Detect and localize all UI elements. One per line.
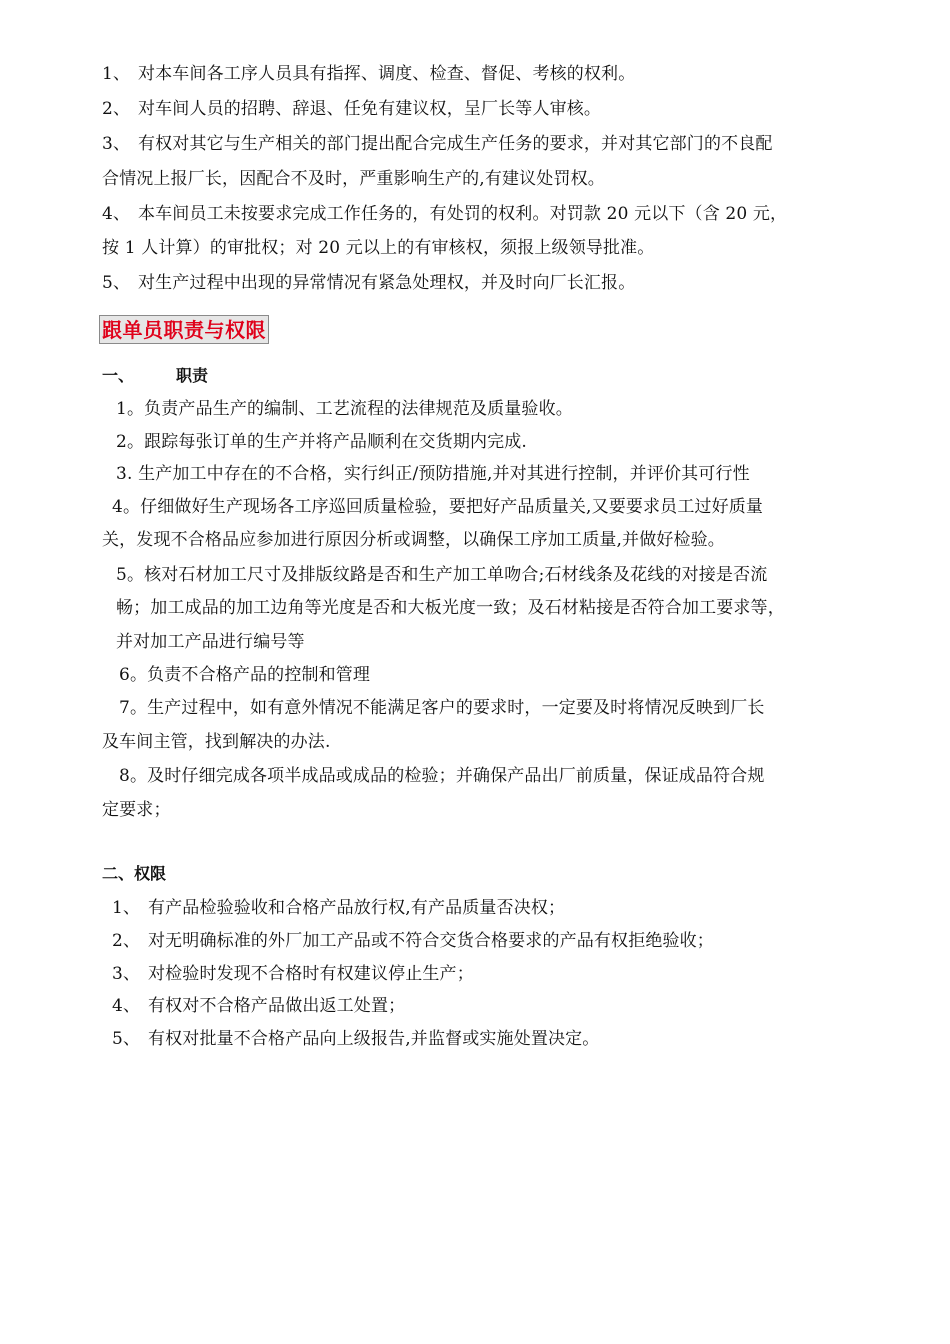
item-number: 2、: [112, 931, 141, 951]
item-text: 有权对其它与生产相关的部门提出配合完成生产任务的要求，并对其它部门的不良配: [138, 134, 773, 154]
duty-item-5: [116, 565, 767, 585]
item-text: 6。负责不合格产品的控制和管理: [119, 665, 371, 685]
item-number: 1、: [102, 64, 131, 84]
item-text: 有权对批量不合格产品向上级报告,并监督或实施处置决定。: [148, 1029, 600, 1049]
authority-item-4: [112, 996, 405, 1016]
item-text: 4。仔细做好生产现场各工序巡回质量检验，要把好产品质量关,又要要求员工过好质量: [112, 497, 764, 517]
item-text: 对无明确标准的外厂加工产品或不符合交货合格要求的产品有权拒绝验收；: [148, 931, 714, 951]
item-text: 8。及时仔细完成各项半成品或成品的检验；并确保产品出厂前质量，保证成品符合规: [119, 766, 765, 786]
item-text: 对本车间各工序人员具有指挥、调度、检查、督促、考核的权利。: [138, 64, 636, 84]
duty-item-6: [119, 665, 370, 685]
section-title: 跟单员职责与权限: [99, 315, 269, 344]
item-text: 并对加工产品进行编号等: [116, 632, 305, 652]
authority-item-3: [112, 964, 474, 984]
item-text: 本车间员工未按要求完成工作任务的，有处罚的权利。对罚款 20 元以下（含 20 元，: [138, 204, 788, 224]
item-text: 定要求；: [102, 800, 171, 820]
duty-item-7-cont: [102, 732, 331, 752]
item-text: 有产品检验验收和合格产品放行权,有产品质量否决权；: [148, 898, 566, 918]
item-number: 3、: [112, 964, 141, 984]
item-text: 畅；加工成品的加工边角等光度是否和大板光度一致；及石材粘接是否符合加工要求等，: [116, 598, 785, 618]
duty-item-5-cont2: [116, 632, 305, 652]
item-text: 关，发现不合格品应参加进行原因分析或调整，以确保工序加工质量,并做好检验。: [102, 530, 725, 550]
duties-heading: [102, 366, 208, 386]
duty-item-8: [119, 766, 765, 786]
item-text: 合情况上报厂长，因配合不及时，严重影响生产的,有建议处罚权。: [102, 169, 605, 189]
heading-number: 一、: [102, 366, 135, 385]
item-number: 2、: [102, 99, 131, 119]
duty-item-4: [112, 497, 763, 517]
item-text: 1。负责产品生产的编制、工艺流程的法律规范及质量验收。: [116, 399, 573, 419]
item-text: 有权对不合格产品做出返工处置；: [148, 996, 406, 1016]
duty-item-1: [116, 399, 573, 419]
item-text: 3. 生产加工中存在的不合格，实行纠正/预防措施,并对其进行控制，并评价其可行性: [116, 464, 750, 484]
workshop-right-3-cont: [102, 169, 605, 189]
authority-item-2: [112, 931, 714, 951]
authority-item-5: [112, 1029, 599, 1049]
item-text: 按 1 人计算）的审批权；对 20 元以上的有审核权，须报上级领导批准。: [102, 238, 655, 258]
duty-item-7: [119, 698, 765, 718]
workshop-right-1: [102, 64, 635, 84]
workshop-right-3: [102, 134, 773, 154]
item-text: 2。跟踪每张订单的生产并将产品顺利在交货期内完成.: [116, 432, 527, 452]
workshop-right-4-cont: [102, 238, 654, 258]
item-text: 及车间主管，找到解决的办法.: [102, 732, 331, 752]
item-text: 对检验时发现不合格时有权建议停止生产；: [148, 964, 474, 984]
item-number: 4、: [112, 996, 141, 1016]
item-number: 3、: [102, 134, 131, 154]
item-text: 对生产过程中出现的异常情况有紧急处理权，并及时向厂长汇报。: [138, 273, 636, 293]
workshop-right-4: [102, 204, 787, 224]
duty-item-3: [116, 464, 750, 484]
duty-item-4-cont: [102, 530, 725, 550]
item-number: 1、: [112, 898, 141, 918]
workshop-right-2: [102, 99, 601, 119]
item-text: 5。核对石材加工尺寸及排版纹路是否和生产加工单吻合;石材线条及花线的对接是否流: [116, 565, 768, 585]
item-number: 5、: [102, 273, 131, 293]
authority-item-1: [112, 898, 565, 918]
item-number: 4、: [102, 204, 131, 224]
heading-label: 职责: [176, 366, 209, 385]
item-number: 5、: [112, 1029, 141, 1049]
duty-item-5-cont: [116, 598, 785, 618]
duty-item-8-cont: [102, 800, 171, 820]
authority-heading: 二、权限: [102, 864, 167, 883]
duty-item-2: [116, 432, 527, 452]
workshop-right-5: [102, 273, 635, 293]
item-text: 对车间人员的招聘、辞退、任免有建议权，呈厂长等人审核。: [138, 99, 602, 119]
item-text: 7。生产过程中，如有意外情况不能满足客户的要求时，一定要及时将情况反映到厂长: [119, 698, 765, 718]
